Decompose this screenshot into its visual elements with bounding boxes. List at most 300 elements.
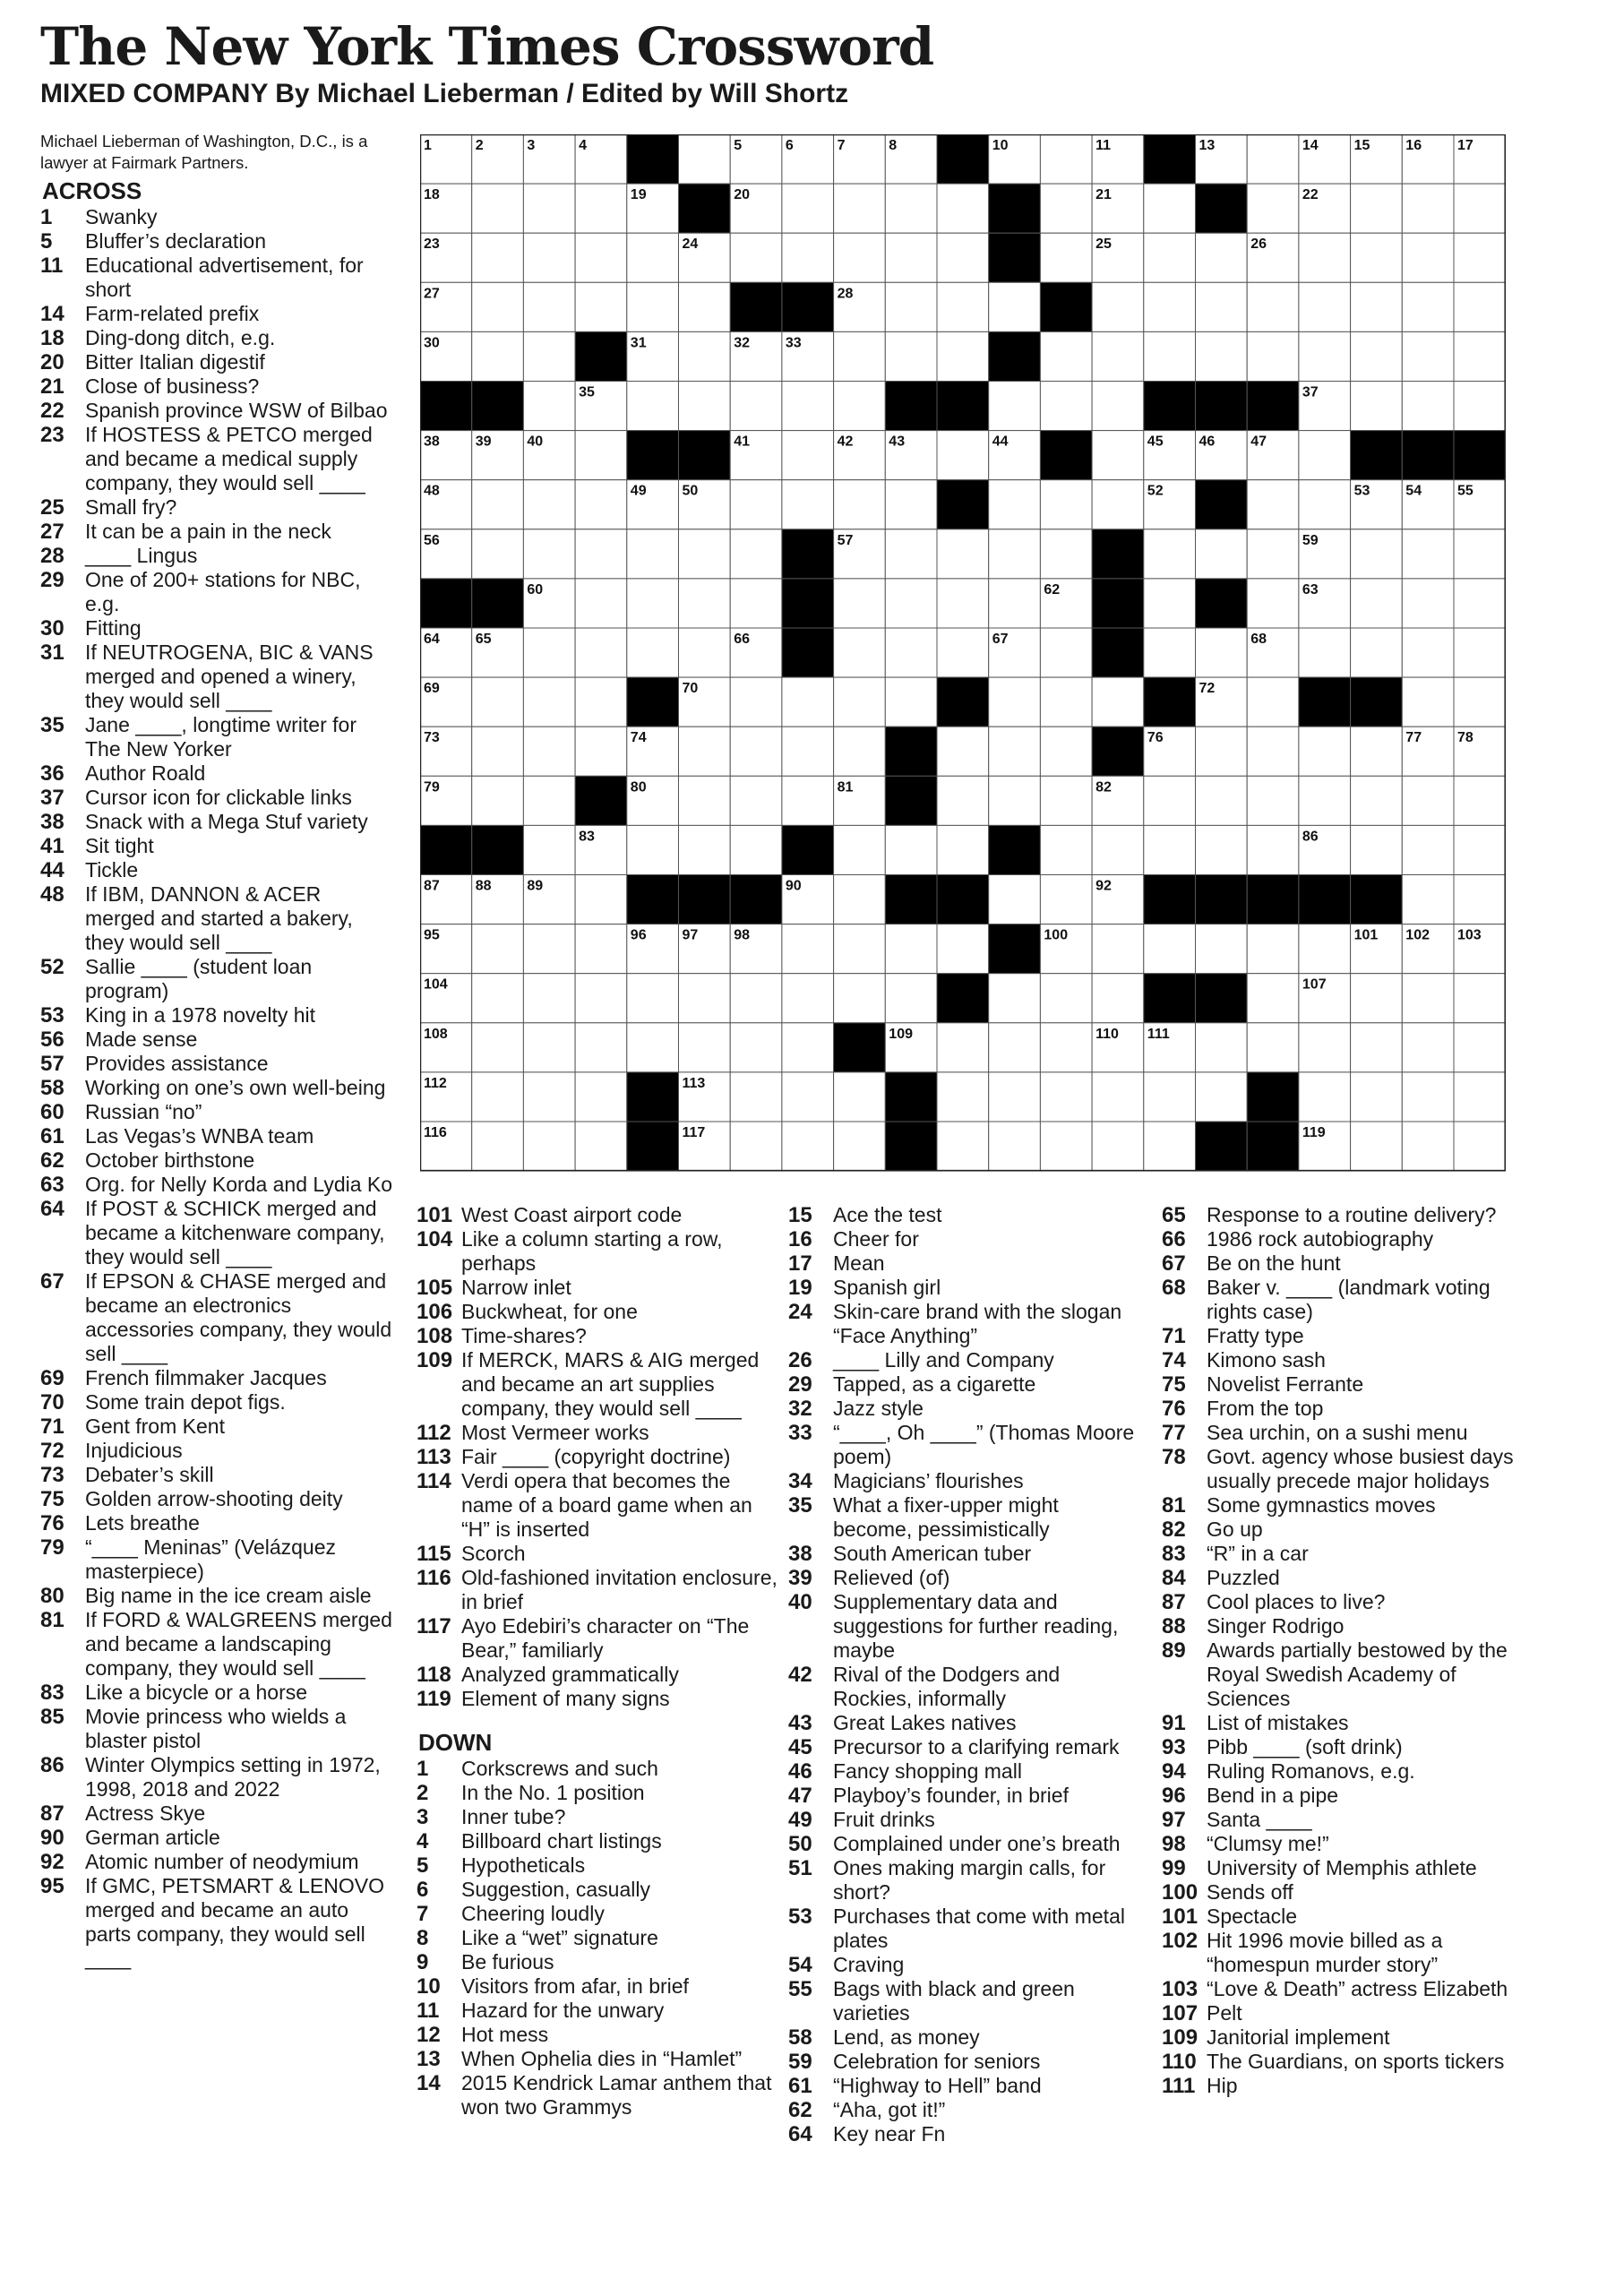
grid-cell[interactable] xyxy=(472,776,524,825)
down-clue[interactable] xyxy=(1162,2050,1520,2074)
grid-cell[interactable] xyxy=(575,677,627,727)
across-clue[interactable] xyxy=(40,374,394,399)
grid-cell[interactable] xyxy=(834,825,886,874)
grid-cell[interactable] xyxy=(1351,233,1403,282)
grid-cell[interactable] xyxy=(1454,776,1506,825)
grid-cell[interactable] xyxy=(1247,529,1299,579)
grid-cell[interactable] xyxy=(1247,184,1299,233)
grid-cell[interactable] xyxy=(937,1122,989,1171)
grid-cell[interactable] xyxy=(730,382,782,431)
across-clue[interactable] xyxy=(40,1511,394,1535)
grid-cell[interactable] xyxy=(1247,825,1299,874)
down-clue[interactable] xyxy=(788,1372,1138,1397)
grid-cell[interactable] xyxy=(575,1023,627,1072)
grid-cell[interactable] xyxy=(1196,1072,1248,1122)
across-clue[interactable] xyxy=(40,1003,394,1028)
grid-cell[interactable] xyxy=(730,825,782,874)
down-clue[interactable] xyxy=(788,1251,1138,1276)
across-clue[interactable] xyxy=(417,1348,779,1421)
across-clue[interactable] xyxy=(40,254,394,302)
grid-cell[interactable] xyxy=(472,1072,524,1122)
grid-cell[interactable] xyxy=(1454,233,1506,282)
grid-cell[interactable] xyxy=(937,1023,989,1072)
grid-cell[interactable] xyxy=(627,628,679,677)
grid-cell[interactable] xyxy=(575,1122,627,1171)
grid-cell[interactable] xyxy=(1092,480,1144,529)
down-clue[interactable] xyxy=(1162,1638,1520,1711)
down-clue[interactable] xyxy=(788,1832,1138,1856)
grid-cell[interactable] xyxy=(1196,282,1248,331)
down-clue[interactable] xyxy=(1162,1227,1520,1251)
grid-cell[interactable] xyxy=(1196,331,1248,381)
grid-cell[interactable] xyxy=(1196,924,1248,974)
grid-cell[interactable] xyxy=(1454,1072,1506,1122)
grid-cell[interactable] xyxy=(782,431,834,480)
grid-cell[interactable] xyxy=(885,480,937,529)
across-clue[interactable] xyxy=(40,1850,394,1874)
grid-cell[interactable] xyxy=(679,579,731,628)
down-clue[interactable] xyxy=(1162,1977,1520,2001)
grid-cell[interactable] xyxy=(1040,134,1092,184)
across-clue[interactable] xyxy=(40,1826,394,1850)
across-clue[interactable] xyxy=(417,1614,779,1663)
down-clue[interactable] xyxy=(788,1542,1138,1566)
grid-cell[interactable] xyxy=(575,974,627,1023)
grid-cell[interactable] xyxy=(834,924,886,974)
grid-cell[interactable] xyxy=(523,382,575,431)
grid-cell[interactable] xyxy=(1144,776,1196,825)
grid-cell[interactable] xyxy=(575,727,627,776)
across-clue[interactable] xyxy=(40,423,394,495)
across-clue[interactable] xyxy=(40,1148,394,1173)
grid-cell[interactable] xyxy=(523,776,575,825)
across-clue[interactable] xyxy=(40,302,394,326)
down-clue[interactable] xyxy=(1162,1856,1520,1880)
grid-cell[interactable] xyxy=(1144,282,1196,331)
down-clue[interactable] xyxy=(1162,2074,1520,2098)
grid-cell[interactable] xyxy=(782,233,834,282)
grid-cell[interactable] xyxy=(989,480,1041,529)
grid-cell[interactable] xyxy=(472,282,524,331)
down-clue[interactable] xyxy=(1162,1905,1520,1929)
down-clue[interactable] xyxy=(788,1856,1138,1905)
grid-cell[interactable] xyxy=(627,1023,679,1072)
grid-cell[interactable] xyxy=(679,529,731,579)
grid-cell[interactable] xyxy=(937,431,989,480)
grid-cell[interactable] xyxy=(679,776,731,825)
across-clue[interactable] xyxy=(40,1197,394,1269)
across-clue[interactable] xyxy=(40,1439,394,1463)
grid-cell[interactable] xyxy=(885,331,937,381)
grid-cell[interactable] xyxy=(1247,134,1299,184)
across-clue[interactable] xyxy=(417,1203,779,1227)
grid-cell[interactable] xyxy=(523,924,575,974)
grid-cell[interactable] xyxy=(1040,233,1092,282)
grid-cell[interactable] xyxy=(472,233,524,282)
across-clue[interactable] xyxy=(40,955,394,1003)
grid-cell[interactable] xyxy=(834,974,886,1023)
crossword-grid[interactable] xyxy=(420,134,1506,1176)
grid-cell[interactable] xyxy=(523,727,575,776)
down-clue[interactable] xyxy=(417,1902,779,1926)
grid-cell[interactable] xyxy=(1040,628,1092,677)
grid-cell[interactable] xyxy=(937,825,989,874)
down-clue[interactable] xyxy=(788,1735,1138,1759)
across-clue[interactable] xyxy=(417,1421,779,1445)
across-clue[interactable] xyxy=(40,1269,394,1366)
grid-cell[interactable] xyxy=(834,233,886,282)
down-clue[interactable] xyxy=(417,2071,779,2120)
across-clue[interactable] xyxy=(40,205,394,229)
grid-cell[interactable] xyxy=(782,974,834,1023)
across-clue[interactable] xyxy=(40,1753,394,1802)
across-clue[interactable] xyxy=(417,1300,779,1324)
grid-cell[interactable] xyxy=(1299,480,1351,529)
across-clue[interactable] xyxy=(40,1124,394,1148)
down-clue[interactable] xyxy=(788,2098,1138,2122)
grid-cell[interactable] xyxy=(834,382,886,431)
down-clue[interactable] xyxy=(1162,1566,1520,1590)
grid-cell[interactable] xyxy=(1402,677,1454,727)
across-clue[interactable] xyxy=(40,1705,394,1753)
grid-cell[interactable] xyxy=(523,1122,575,1171)
grid-cell[interactable] xyxy=(834,331,886,381)
grid-cell[interactable] xyxy=(1454,974,1506,1023)
grid-cell[interactable] xyxy=(1247,727,1299,776)
grid-cell[interactable] xyxy=(1040,825,1092,874)
grid-cell[interactable] xyxy=(1092,924,1144,974)
grid-cell[interactable] xyxy=(1299,331,1351,381)
grid-cell[interactable] xyxy=(1402,776,1454,825)
grid-cell[interactable] xyxy=(1454,529,1506,579)
grid-cell[interactable] xyxy=(1402,628,1454,677)
across-clue[interactable] xyxy=(40,761,394,786)
down-clue[interactable] xyxy=(417,1999,779,2023)
grid-cell[interactable] xyxy=(885,529,937,579)
grid-cell[interactable] xyxy=(885,924,937,974)
down-clue[interactable] xyxy=(788,1348,1138,1372)
grid-cell[interactable] xyxy=(989,974,1041,1023)
grid-cell[interactable] xyxy=(1454,331,1506,381)
across-clue[interactable] xyxy=(40,1100,394,1124)
grid-cell[interactable] xyxy=(1247,1023,1299,1072)
grid-cell[interactable] xyxy=(1299,727,1351,776)
down-clue[interactable] xyxy=(1162,1711,1520,1735)
down-clue[interactable] xyxy=(1162,1808,1520,1832)
across-clue[interactable] xyxy=(417,1469,779,1542)
grid-cell[interactable] xyxy=(1402,974,1454,1023)
grid-cell[interactable] xyxy=(1196,233,1248,282)
grid-cell[interactable] xyxy=(937,628,989,677)
down-clue[interactable] xyxy=(788,1590,1138,1663)
grid-cell[interactable] xyxy=(1402,825,1454,874)
grid-cell[interactable] xyxy=(989,1023,1041,1072)
grid-cell[interactable] xyxy=(1092,431,1144,480)
grid-cell[interactable] xyxy=(1454,282,1506,331)
grid-cell[interactable] xyxy=(679,1023,731,1072)
grid-cell[interactable] xyxy=(1040,1122,1092,1171)
grid-cell[interactable] xyxy=(1402,382,1454,431)
grid-cell[interactable] xyxy=(1454,1023,1506,1072)
grid-cell[interactable] xyxy=(989,727,1041,776)
down-clue[interactable] xyxy=(1162,1518,1520,1542)
grid-cell[interactable] xyxy=(575,924,627,974)
down-clue[interactable] xyxy=(1162,1493,1520,1518)
across-clue[interactable] xyxy=(40,326,394,350)
down-clue[interactable] xyxy=(788,1421,1138,1469)
across-clue[interactable] xyxy=(40,1390,394,1415)
down-clue[interactable] xyxy=(1162,1251,1520,1276)
down-clue[interactable] xyxy=(788,1469,1138,1493)
grid-cell[interactable] xyxy=(523,1072,575,1122)
grid-cell[interactable] xyxy=(523,184,575,233)
grid-cell[interactable] xyxy=(937,727,989,776)
grid-cell[interactable] xyxy=(523,282,575,331)
down-clue[interactable] xyxy=(417,2047,779,2071)
across-clue[interactable] xyxy=(40,882,394,955)
grid-cell[interactable] xyxy=(679,134,731,184)
down-clue[interactable] xyxy=(1162,1542,1520,1566)
down-clue[interactable] xyxy=(788,1203,1138,1227)
grid-cell[interactable] xyxy=(834,727,886,776)
grid-cell[interactable] xyxy=(1454,579,1506,628)
down-clue[interactable] xyxy=(417,1829,779,1853)
grid-cell[interactable] xyxy=(730,974,782,1023)
grid-cell[interactable] xyxy=(989,677,1041,727)
grid-cell[interactable] xyxy=(937,184,989,233)
across-clue[interactable] xyxy=(40,399,394,423)
grid-cell[interactable] xyxy=(472,1122,524,1171)
grid-cell[interactable] xyxy=(885,282,937,331)
across-clue[interactable] xyxy=(40,1076,394,1100)
grid-cell[interactable] xyxy=(937,529,989,579)
grid-cell[interactable] xyxy=(1040,677,1092,727)
grid-cell[interactable] xyxy=(1144,331,1196,381)
grid-cell[interactable] xyxy=(472,1023,524,1072)
grid-cell[interactable] xyxy=(523,825,575,874)
grid-cell[interactable] xyxy=(627,282,679,331)
grid-cell[interactable] xyxy=(1454,875,1506,924)
down-clue[interactable] xyxy=(1162,1348,1520,1372)
grid-cell[interactable] xyxy=(1040,1072,1092,1122)
grid-cell[interactable] xyxy=(1454,382,1506,431)
grid-cell[interactable] xyxy=(1040,1023,1092,1072)
grid-cell[interactable] xyxy=(575,1072,627,1122)
grid-cell[interactable] xyxy=(575,282,627,331)
grid-cell[interactable] xyxy=(1247,282,1299,331)
across-clue[interactable] xyxy=(40,1535,394,1584)
grid-cell[interactable] xyxy=(1299,1023,1351,1072)
grid-cell[interactable] xyxy=(472,331,524,381)
grid-cell[interactable] xyxy=(1247,579,1299,628)
grid-cell[interactable] xyxy=(1040,480,1092,529)
across-clue[interactable] xyxy=(417,1566,779,1614)
grid-svg[interactable] xyxy=(420,134,1506,1172)
grid-cell[interactable] xyxy=(1351,1023,1403,1072)
grid-cell[interactable] xyxy=(885,184,937,233)
grid-cell[interactable] xyxy=(1454,677,1506,727)
grid-cell[interactable] xyxy=(523,233,575,282)
grid-cell[interactable] xyxy=(627,233,679,282)
down-clue[interactable] xyxy=(1162,1614,1520,1638)
grid-cell[interactable] xyxy=(782,480,834,529)
down-clue[interactable] xyxy=(788,1276,1138,1300)
grid-cell[interactable] xyxy=(730,677,782,727)
across-clue[interactable] xyxy=(40,1681,394,1705)
across-clue[interactable] xyxy=(417,1445,779,1469)
down-clue[interactable] xyxy=(1162,1759,1520,1784)
grid-cell[interactable] xyxy=(1351,331,1403,381)
grid-cell[interactable] xyxy=(782,1122,834,1171)
grid-cell[interactable] xyxy=(1351,184,1403,233)
grid-cell[interactable] xyxy=(1196,727,1248,776)
across-clue[interactable] xyxy=(40,641,394,713)
grid-cell[interactable] xyxy=(834,1072,886,1122)
down-clue[interactable] xyxy=(1162,1445,1520,1493)
grid-cell[interactable] xyxy=(1247,677,1299,727)
grid-cell[interactable] xyxy=(1351,776,1403,825)
across-clue[interactable] xyxy=(40,1584,394,1608)
grid-cell[interactable] xyxy=(1351,974,1403,1023)
grid-cell[interactable] xyxy=(1196,1023,1248,1072)
grid-cell[interactable] xyxy=(1402,233,1454,282)
grid-cell[interactable] xyxy=(782,727,834,776)
grid-cell[interactable] xyxy=(1402,875,1454,924)
across-clue[interactable] xyxy=(40,229,394,254)
grid-cell[interactable] xyxy=(834,480,886,529)
down-clue[interactable] xyxy=(788,1300,1138,1348)
grid-cell[interactable] xyxy=(679,974,731,1023)
grid-cell[interactable] xyxy=(575,233,627,282)
grid-cell[interactable] xyxy=(1454,184,1506,233)
down-clue[interactable] xyxy=(1162,1421,1520,1445)
grid-cell[interactable] xyxy=(1402,282,1454,331)
grid-cell[interactable] xyxy=(1351,1122,1403,1171)
grid-cell[interactable] xyxy=(1092,1072,1144,1122)
grid-cell[interactable] xyxy=(1454,825,1506,874)
down-clue[interactable] xyxy=(788,2025,1138,2050)
across-clue[interactable] xyxy=(417,1663,779,1687)
grid-cell[interactable] xyxy=(1040,974,1092,1023)
grid-cell[interactable] xyxy=(834,677,886,727)
grid-cell[interactable] xyxy=(1454,1122,1506,1171)
grid-cell[interactable] xyxy=(937,579,989,628)
down-clue[interactable] xyxy=(417,1878,779,1902)
down-clue[interactable] xyxy=(1162,1203,1520,1227)
grid-cell[interactable] xyxy=(885,677,937,727)
grid-cell[interactable] xyxy=(575,579,627,628)
grid-cell[interactable] xyxy=(1092,282,1144,331)
across-clue[interactable] xyxy=(40,1487,394,1511)
across-clue[interactable] xyxy=(40,786,394,810)
across-clue[interactable] xyxy=(40,1608,394,1681)
grid-cell[interactable] xyxy=(1299,924,1351,974)
down-clue[interactable] xyxy=(788,1808,1138,1832)
across-clue[interactable] xyxy=(40,810,394,834)
down-clue[interactable] xyxy=(1162,1880,1520,1905)
grid-cell[interactable] xyxy=(1402,1072,1454,1122)
grid-cell[interactable] xyxy=(1454,628,1506,677)
grid-cell[interactable] xyxy=(989,282,1041,331)
across-clue[interactable] xyxy=(40,1802,394,1826)
grid-cell[interactable] xyxy=(1351,628,1403,677)
grid-cell[interactable] xyxy=(885,974,937,1023)
grid-cell[interactable] xyxy=(885,579,937,628)
grid-cell[interactable] xyxy=(1299,1072,1351,1122)
grid-cell[interactable] xyxy=(834,875,886,924)
grid-cell[interactable] xyxy=(730,1072,782,1122)
down-clue[interactable] xyxy=(1162,1735,1520,1759)
grid-cell[interactable] xyxy=(989,776,1041,825)
grid-cell[interactable] xyxy=(782,924,834,974)
grid-cell[interactable] xyxy=(1351,825,1403,874)
grid-cell[interactable] xyxy=(730,529,782,579)
grid-cell[interactable] xyxy=(1144,529,1196,579)
grid-cell[interactable] xyxy=(1299,628,1351,677)
grid-cell[interactable] xyxy=(523,974,575,1023)
grid-cell[interactable] xyxy=(730,776,782,825)
down-clue[interactable] xyxy=(1162,1929,1520,1977)
down-clue[interactable] xyxy=(788,1759,1138,1784)
grid-cell[interactable] xyxy=(834,184,886,233)
grid-cell[interactable] xyxy=(885,233,937,282)
grid-cell[interactable] xyxy=(1144,579,1196,628)
grid-cell[interactable] xyxy=(1144,628,1196,677)
grid-cell[interactable] xyxy=(885,628,937,677)
down-clue[interactable] xyxy=(1162,1784,1520,1808)
down-clue[interactable] xyxy=(788,2074,1138,2098)
grid-cell[interactable] xyxy=(1351,529,1403,579)
grid-cell[interactable] xyxy=(1092,825,1144,874)
grid-cell[interactable] xyxy=(989,529,1041,579)
grid-cell[interactable] xyxy=(472,924,524,974)
down-clue[interactable] xyxy=(417,1757,779,1781)
down-clue[interactable] xyxy=(788,1711,1138,1735)
down-clue[interactable] xyxy=(788,1663,1138,1711)
across-clue[interactable] xyxy=(40,1874,394,1971)
grid-cell[interactable] xyxy=(1196,825,1248,874)
grid-cell[interactable] xyxy=(782,382,834,431)
across-clue[interactable] xyxy=(417,1687,779,1711)
grid-cell[interactable] xyxy=(834,579,886,628)
grid-cell[interactable] xyxy=(1040,331,1092,381)
down-clue[interactable] xyxy=(788,1977,1138,2025)
grid-cell[interactable] xyxy=(782,776,834,825)
across-clue[interactable] xyxy=(40,834,394,858)
across-clue[interactable] xyxy=(40,1366,394,1390)
grid-cell[interactable] xyxy=(730,233,782,282)
grid-cell[interactable] xyxy=(1144,1072,1196,1122)
grid-cell[interactable] xyxy=(730,1122,782,1171)
grid-cell[interactable] xyxy=(1247,776,1299,825)
down-clue[interactable] xyxy=(788,1227,1138,1251)
grid-cell[interactable] xyxy=(937,282,989,331)
grid-cell[interactable] xyxy=(627,579,679,628)
grid-cell[interactable] xyxy=(1144,924,1196,974)
grid-cell[interactable] xyxy=(782,1072,834,1122)
grid-cell[interactable] xyxy=(730,579,782,628)
grid-cell[interactable] xyxy=(1247,331,1299,381)
down-clue[interactable] xyxy=(1162,1276,1520,1324)
grid-cell[interactable] xyxy=(575,628,627,677)
grid-cell[interactable] xyxy=(472,974,524,1023)
grid-cell[interactable] xyxy=(1196,776,1248,825)
grid-cell[interactable] xyxy=(1402,529,1454,579)
grid-cell[interactable] xyxy=(1092,974,1144,1023)
grid-cell[interactable] xyxy=(782,677,834,727)
grid-cell[interactable] xyxy=(989,382,1041,431)
grid-cell[interactable] xyxy=(730,480,782,529)
